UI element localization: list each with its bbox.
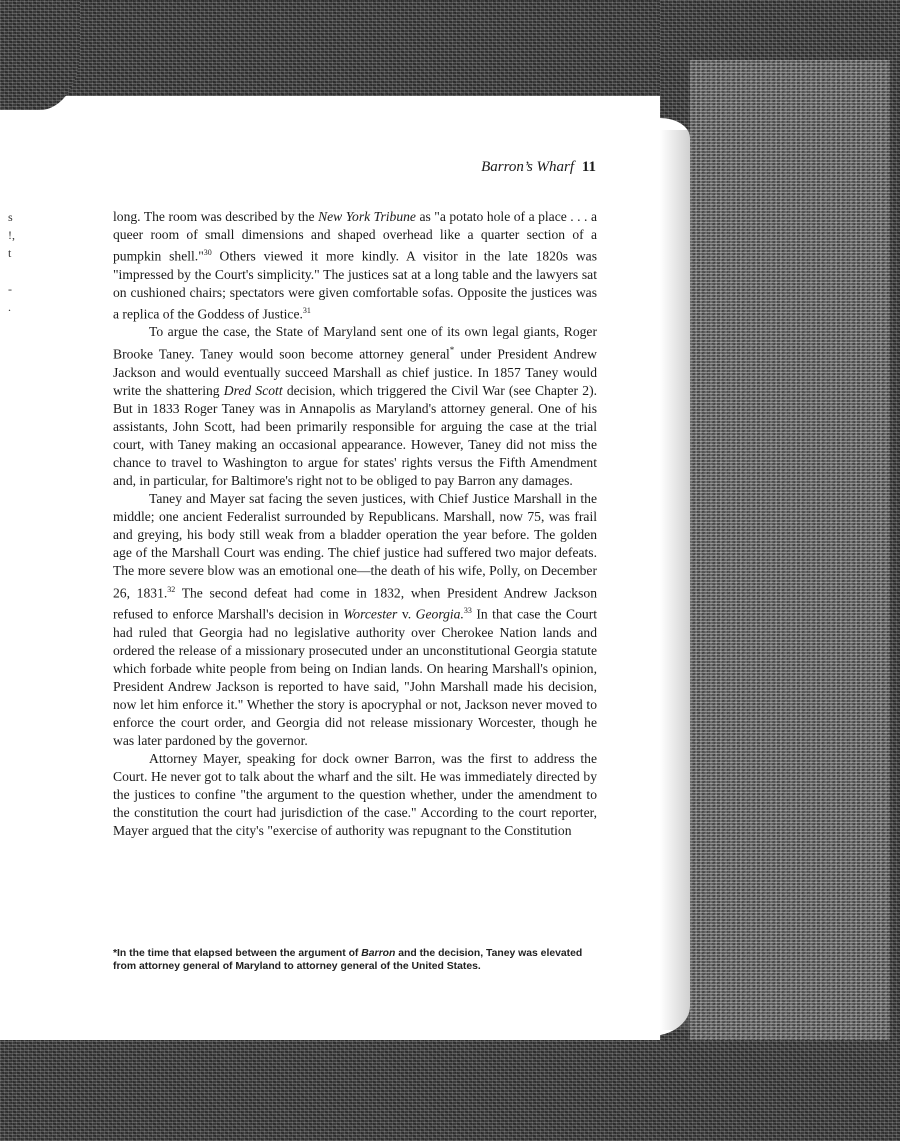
text-run: Others viewed it more kindly. A visitor in the late 1820s was "impressed by the Court's simplicity." The justices sat at a long table and the lawyers sat on cushioned chairs; spectators were given comfortable sofas. Opposite the justices was a replica of the Goddess of Justice. — [113, 248, 598, 322]
edge-mark: s — [8, 210, 13, 224]
text-run: *In the time that elapsed between the argument of — [113, 948, 362, 959]
edge-mark: - — [8, 282, 12, 296]
text-run: Attorney Mayer, speaking for dock owner Barron, was the first to address the Court. He never got to talk about the wharf and the silt. He was immediately directed by the justices to confine "the argument to the question whether, under the amendment to the constitution the court had jurisdiction of the case." According to the court reporter, Mayer argued that the city's "exercise of authority was repugnant to the Constitution — [113, 751, 597, 839]
scan-bottom-border — [0, 1040, 900, 1141]
text-run: Taney and Mayer sat facing the seven justices, with Chief Justice Marshall in the middle; one ancient Federalist surrounded by Republicans. Marshall, now 75, was frail and greying, his body still weak from a bladder operation the year before. The golden age of the Marshall Court was ending. The chief justice had suffered two major defeats. The more severe blow was an emotional one—the death of his wife, Polly, on December 26, 1831. — [113, 491, 597, 601]
text-run: To argue the case, the State of Maryland sent one of its own legal giants, Roger Brooke Taney. Taney would soon become attorney general — [113, 324, 597, 362]
case-name: Dred Scott — [223, 383, 283, 399]
page-number: 11 — [581, 159, 596, 175]
endnote-ref: 30 — [203, 248, 212, 258]
endnote-ref: 31 — [302, 305, 311, 315]
endnote-ref: 32 — [167, 584, 176, 594]
paragraph-4 — [113, 750, 597, 840]
edge-mark: !, — [8, 228, 15, 242]
paragraph-1 — [113, 208, 597, 323]
text-run: long. The room was described by the — [113, 209, 319, 224]
case-name: Georgia. — [415, 606, 464, 622]
edge-mark: . — [8, 300, 11, 314]
running-header — [456, 159, 596, 176]
scan-right-streaks — [690, 60, 890, 1060]
margin-bleed-marks — [8, 208, 22, 316]
text-run: decision, which triggered the Civil War (see Chapter 2). But in 1833 Roger Taney was in Annapolis as Maryland's attorney general. One of his assistants, John Scott, had been primarily responsible for arguing the case at the trial court, with Taney making an occasional appearance. However, Taney did not miss the chance to travel to Washington to argue for states' rights versus the Fifth Amendment and, in particular, for Baltimore's right not to be obliged to pay Barron any damages. — [113, 383, 597, 489]
footnote-marker: * — [449, 345, 455, 356]
paragraph-3 — [113, 490, 597, 750]
footnote — [113, 947, 597, 973]
edge-mark: t — [8, 246, 12, 260]
endnote-ref: 33 — [463, 606, 472, 616]
body-text — [113, 208, 597, 840]
text-run: The second defeat had come in 1832, when President Andrew Jackson refused to enforce Marshall's decision in — [113, 585, 597, 622]
paragraph-2 — [113, 323, 597, 490]
text-run: In that case the Court had ruled that Georgia had no legislative authority over Cherokee Nation lands and ordered the release of a missionary prosecuted under an unconstitutional Georgia statute which forbade white people from being on Indian lands. On hearing Marshall's opinion, President Andrew Jackson is reported to have said, "John Marshall made his decision, now let him enforce it." Whether the story is apocryphal or not, Jackson never moved to enforce the court order, and Georgia did not release missionary Worcester, though he was later pardoned by the governor. — [113, 606, 598, 748]
text-run: and the decision, Taney was elevated from attorney general of Maryland to attorney general of the United States. — [113, 948, 583, 972]
text-run: under President Andrew Jackson and would eventually succeed Marshall as chief justice. In 1857 Taney would write the shattering — [113, 346, 597, 399]
text-run: as "a potato hole of a place . . . a queer room of small dimensions and shaped overhead like a quarter section of a pumpkin shell." — [113, 209, 597, 264]
newspaper-title: New York Tribune — [318, 209, 416, 224]
case-name: Barron — [361, 948, 396, 959]
running-title: Barron’s Wharf — [481, 159, 575, 175]
case-name: Worcester — [343, 606, 398, 622]
text-run: v. — [397, 606, 416, 622]
page-gutter-shadow — [660, 130, 690, 1030]
